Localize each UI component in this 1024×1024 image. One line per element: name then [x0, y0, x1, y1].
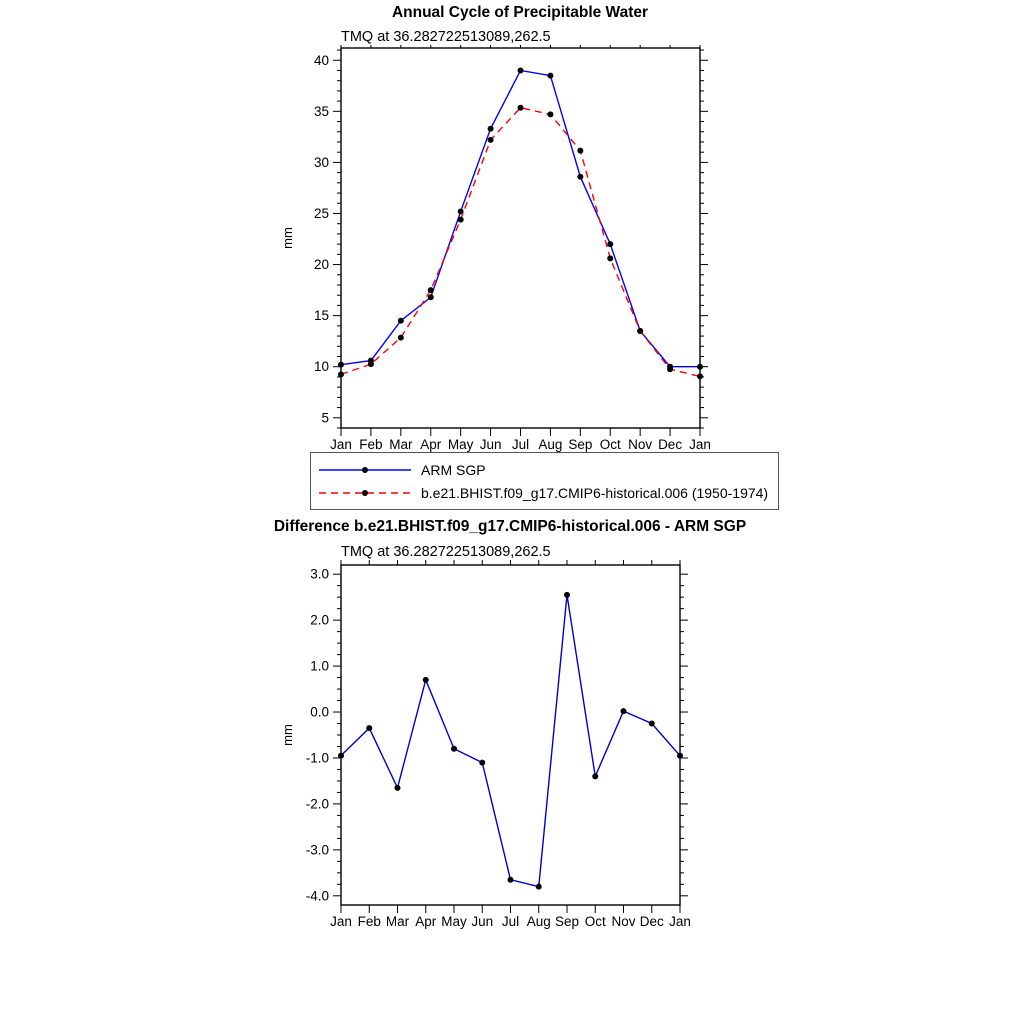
x-tick-label: Sep [568, 437, 593, 452]
x-tick-label: Mar [385, 914, 410, 929]
data-point [697, 373, 703, 379]
x-tick-label: Aug [526, 914, 551, 929]
data-point [368, 361, 374, 367]
x-tick-label: Feb [357, 914, 381, 929]
x-tick-label: Jun [471, 914, 494, 929]
data-point [518, 67, 524, 73]
x-tick-label: Jul [511, 437, 530, 452]
difference-title: Difference b.e21.BHIST.f09_g17.CMIP6-historical.006 - ARM SGP [273, 518, 747, 535]
y-tick-label: 15 [313, 308, 329, 324]
legend [310, 452, 779, 510]
data-point [366, 725, 372, 731]
data-point [592, 773, 598, 779]
series-line-arm-sgp [341, 70, 700, 366]
x-tick-label: Dec [639, 914, 664, 929]
y-tick-label: -1.0 [305, 750, 329, 766]
data-point [536, 884, 542, 890]
y-tick-label: 5 [321, 410, 329, 426]
data-point [508, 877, 514, 883]
y-axis-label: mm [280, 724, 295, 746]
data-point [398, 335, 404, 341]
y-tick-label: 25 [313, 205, 329, 221]
x-tick-label: Jan [330, 437, 352, 452]
data-point [547, 73, 553, 79]
x-tick-label: May [441, 914, 467, 929]
y-tick-label: 20 [313, 257, 329, 273]
data-point [451, 746, 457, 752]
y-tick-label: -4.0 [305, 888, 329, 904]
data-point [428, 287, 434, 293]
series-line-b-e21-bhist-f09-g17-cmip6-historical-006-1950-1974 [341, 108, 700, 377]
data-point [667, 366, 673, 372]
data-point [398, 318, 404, 324]
data-point [649, 721, 655, 727]
y-tick-label: 40 [313, 52, 329, 68]
y-tick-label: 10 [313, 359, 329, 375]
y-tick-label: 1.0 [310, 658, 329, 674]
data-point [458, 208, 464, 214]
data-point [697, 364, 703, 370]
x-tick-label: Jan [689, 437, 711, 452]
axes [333, 45, 708, 436]
data-point [677, 753, 683, 759]
y-tick-label: -3.0 [305, 842, 329, 858]
legend-label: b.e21.BHIST.f09_g17.CMIP6-historical.006 (1950-1974) [421, 484, 769, 501]
data-point [577, 148, 583, 154]
data-point [607, 241, 613, 247]
series-line-difference [341, 595, 680, 887]
x-tick-label: Jun [479, 437, 502, 452]
data-point [395, 785, 401, 791]
data-point [338, 362, 344, 368]
data-point [338, 371, 344, 377]
x-tick-label: Jan [330, 914, 352, 929]
legend-line-sample [317, 486, 413, 500]
x-tick-label: Oct [599, 437, 621, 452]
x-tick-label: Feb [359, 437, 383, 452]
difference-subtitle: TMQ at 36.282722513089,262.5 [341, 544, 551, 560]
data-point [428, 294, 434, 300]
difference-chart [270, 560, 750, 932]
y-tick-label: -2.0 [305, 796, 329, 812]
data-point [338, 753, 344, 759]
data-point [607, 255, 613, 261]
legend-item [317, 481, 768, 504]
y-tick-label: 0.0 [310, 704, 329, 720]
data-point [488, 137, 494, 143]
x-tick-label: Jan [669, 914, 691, 929]
data-point [458, 217, 464, 223]
annual-cycle-title: Annual Cycle of Precipitable Water [391, 4, 649, 21]
x-tick-label: May [447, 437, 474, 452]
axes [333, 560, 688, 913]
x-tick-label: Jul [501, 914, 520, 929]
y-tick-label: 35 [313, 103, 329, 119]
data-point [479, 760, 485, 766]
data-point [518, 105, 524, 111]
x-tick-label: Apr [415, 914, 437, 929]
y-axis-label: mm [280, 227, 295, 249]
x-tick-label: Mar [389, 437, 413, 452]
data-point [577, 174, 583, 180]
x-tick-label: Nov [628, 437, 653, 452]
legend-line-sample [317, 463, 413, 477]
data-point [547, 111, 553, 117]
annual-cycle-subtitle: TMQ at 36.282722513089,262.5 [341, 29, 551, 45]
legend-item [317, 458, 768, 481]
x-tick-label: Aug [538, 437, 563, 452]
y-tick-label: 2.0 [310, 612, 329, 628]
x-tick-label: Nov [611, 914, 636, 929]
data-point [621, 708, 627, 714]
x-tick-label: Oct [584, 914, 606, 929]
x-tick-label: Apr [420, 437, 442, 452]
data-point [488, 126, 494, 132]
x-tick-label: Dec [658, 437, 683, 452]
y-tick-label: 3.0 [310, 566, 329, 582]
x-tick-label: Sep [554, 914, 580, 929]
data-point [564, 592, 570, 598]
y-tick-label: 30 [313, 154, 329, 170]
data-point [637, 328, 643, 334]
data-point [423, 677, 429, 683]
legend-label: ARM SGP [421, 461, 486, 478]
annual-cycle-chart [270, 45, 770, 457]
